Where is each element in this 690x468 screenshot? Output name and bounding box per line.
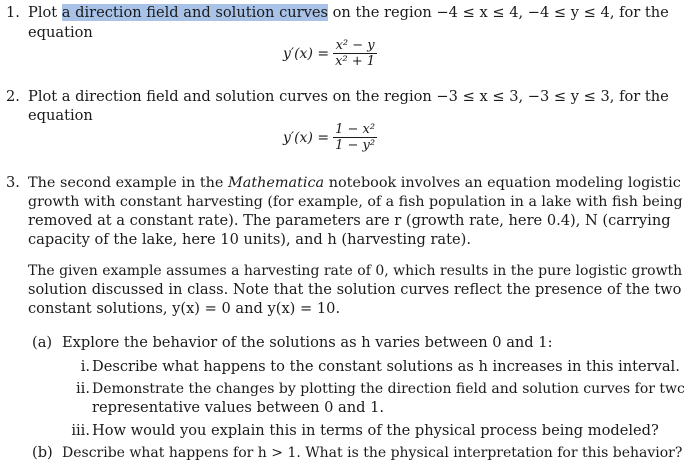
subitem-b-text: Describe what happens for h > 1. What is the physical interpretation for this behavior? [62,445,683,461]
subitem-a-text: Explore the behavior of the solutions as h varies between 0 and 1: [62,334,553,351]
item-3-text: notebook involves an equation modeling logistic [324,175,681,191]
item-1-line-2: equation [28,24,93,41]
roman-ii-label: ii. [76,380,90,397]
roman-ii-text-line-2: representative values between 0 and 1. [92,399,385,416]
highlighted-text: a direction field and solution curves [61,4,328,21]
roman-iii-text: How would you explain this in terms of the physical process being modeled? [92,422,659,439]
subitem-b-label: (b) [32,444,53,461]
item-2-line-2: equation [28,107,93,124]
roman-i-text: Describe what happens to the constant solutions as h increases in this interval. [92,358,680,375]
equation-1-lhs: y′(x) = [283,45,330,62]
equation-2-lhs: y′(x) = [283,129,330,146]
item-number-2: 2. [6,88,20,105]
mathematica-italic: Mathematica [228,175,325,191]
item-3-para-1-line-1 [28,174,681,192]
equation-2-numerator: 1 − x² [335,122,376,137]
equation-2-fraction [333,122,377,153]
equation-2 [283,122,377,153]
roman-ii-text-line-1: Demonstrate the changes by plotting the direction field and solution curves for twc [92,381,685,397]
equation-1-numerator: x² − y [335,38,375,53]
item-3-para-2-line-1: The given example assumes a harvesting rate of 0, which results in the pure logistic growth [28,263,683,279]
equation-1-denominator: x² + 1 [335,54,376,69]
item-3-para-1-line-2: growth with constant harvesting (for example, of a fish population in a lake with fish being [28,194,683,210]
subitem-a-label: (a) [32,334,53,351]
item-1-line-1 [28,4,669,22]
item-3-para-1-line-3: removed at a constant rate). The parameters are r (growth rate, here 0.4), N (carrying [28,212,671,229]
item-number-3: 3. [6,174,20,191]
equation-1 [283,38,377,69]
item-3-para-2-line-2: solution discussed in class. Note that the solution curves reflect the presence of the two [28,281,682,298]
item-3-para-2-line-3: constant solutions, y(x) = 0 and y(x) = 10. [28,300,341,317]
item-3-text: The second example in the [28,175,228,191]
item-2-line-1: Plot a direction field and solution curves on the region −3 ≤ x ≤ 3, −3 ≤ y ≤ 3, for the [28,88,669,105]
roman-iii-label: iii. [71,422,90,439]
equation-2-denominator: 1 − y² [335,138,376,153]
equation-1-fraction [333,38,377,69]
item-1-text: Plot [28,4,58,21]
item-1-text-region: on the region −4 ≤ x ≤ 4, −4 ≤ y ≤ 4, for the [332,4,669,21]
item-number-1: 1. [6,4,20,21]
roman-i-label: i. [80,358,90,375]
item-3-para-1-line-4: capacity of the lake, here 10 units), and h (harvesting rate). [28,231,471,248]
